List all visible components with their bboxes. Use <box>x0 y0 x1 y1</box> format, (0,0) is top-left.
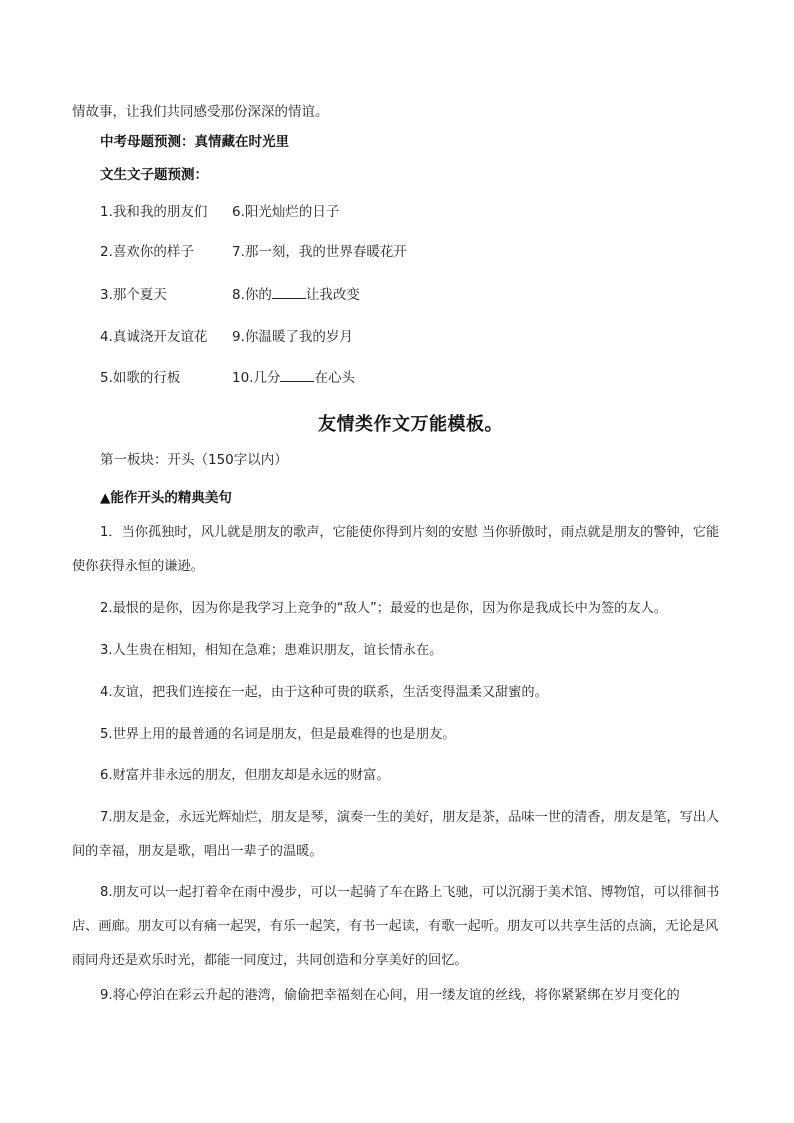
topic-text: 10.几分 <box>232 370 281 386</box>
sentence-item: 4.友谊，把我们连接在一起，由于这种可贵的联系，生活变得温柔又甜蜜的。 <box>100 685 548 700</box>
topic-item: 1.我和我的朋友们 <box>100 204 208 220</box>
wensheng-prediction-label: 文生文子题预测： <box>100 167 208 183</box>
topic-item: 2.喜欢你的样子 <box>100 244 194 260</box>
topic-item: 7.那一刻，我的世界春暖花开 <box>232 244 407 260</box>
zhongkao-prediction-label: 中考母题预测：真情藏在时光里 <box>100 134 289 150</box>
topic-item-fill-blank <box>232 369 355 387</box>
topic-item-fill-blank <box>232 286 360 304</box>
topic-text: 8.你的 <box>232 287 272 303</box>
sentence-item: 7.朋友是金，永远光辉灿烂，朋友是琴，演奏一生的美好，朋友是茶，品味一世的清香，朋友是笔，写出人间的幸福，朋友是歌，唱出一辈子的温暖。 <box>72 810 720 859</box>
topic-item: 3.那个夏天 <box>100 287 167 303</box>
topic-item: 9.你温暖了我的岁月 <box>232 329 353 345</box>
sentence-item: 8.朋友可以一起打着伞在雨中漫步，可以一起骑了车在路上飞驰，可以沉溺于美术馆、博物馆，可以徘徊书店、画廊。朋友可以有痛一起哭，有乐一起笑，有书一起读，有歌一起听。朋友可以共享生活的点滴，无论是风雨同舟还是欢乐时光，都能一同度过，共同创造和分享美好的回忆。 <box>72 885 720 968</box>
sentence-item: 2.最恨的是你，因为你是我学习上竞争的“敌人”；最爱的也是你，因为你是我成长中为签的友人。 <box>100 601 667 616</box>
topic-item: 6.阳光灿烂的日子 <box>232 204 340 220</box>
topic-text-suffix: 让我改变 <box>305 287 360 303</box>
blank-line <box>272 286 306 299</box>
subheading: ▲能作开头的精典美句 <box>100 490 232 506</box>
blank-line <box>280 369 314 382</box>
intro-continuation: 情故事，让我们共同感受那份深深的情谊。 <box>72 104 329 120</box>
sentence-item: 1．当你孤独时，风儿就是朋友的歌声，它能使你得到片刻的安慰 当你骄傲时，雨点就是朋友的警钟，它能使你获得永恒的谦逊。 <box>72 525 720 574</box>
sentence-item: 3.人生贵在相知，相知在急难；患难识朋友，谊长情永在。 <box>100 643 443 658</box>
template-title: 友情类作文万能模板。 <box>318 414 503 435</box>
topic-item: 4.真诚浇开友谊花 <box>100 329 208 345</box>
sentence-item: 6.财富并非永远的朋友，但朋友却是永远的财富。 <box>100 768 390 783</box>
topic-item: 5.如歌的行板 <box>100 370 181 386</box>
section-heading: 第一板块：开头（150字以内） <box>100 452 288 468</box>
sentence-item: 9.将心停泊在彩云升起的港湾，偷偷把幸福刻在心间，用一缕友谊的丝线，将你紧紧绑在岁月变化的 <box>100 988 680 1003</box>
topic-text-suffix: 在心头 <box>314 370 355 386</box>
sentence-item: 5.世界上用的最普通的名词是朋友，但是最难得的也是朋友。 <box>100 727 456 742</box>
